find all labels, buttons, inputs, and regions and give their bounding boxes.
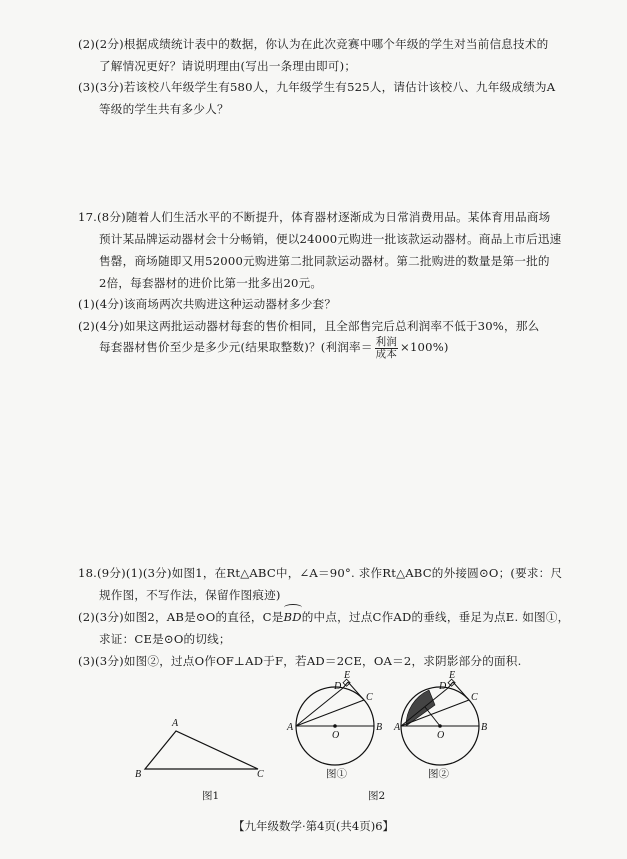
q17-line1: 17.(8分)随着人们生活水平的不断提升，体育器材逐渐成为日常消费用品。某体育用品商场 — [78, 210, 551, 224]
q16-part2-line1: (2)(2分)根据成绩统计表中的数据，你认为在此次竞赛中哪个年级的学生对当前信息技术的 — [78, 37, 549, 51]
fraction-denominator: 成本 — [375, 347, 398, 360]
center-dot-2 — [438, 724, 442, 728]
page-footer: 【九年级数学·第4页(共4页)6】 — [232, 819, 395, 833]
point-b-label: B — [135, 769, 142, 780]
fraction-numerator: 利润 — [375, 335, 398, 348]
q16-part3-line2: 等级的学生共有多少人？ — [99, 102, 229, 116]
center-dot — [333, 724, 337, 728]
sub1-point-o: O — [332, 730, 340, 741]
q17-line4: 2倍，每套器材的进价比第一批多出20元。 — [99, 276, 323, 290]
sub2-point-d: D — [439, 681, 447, 692]
q18-line2: 规作图，不写作法，保留作图痕迹) — [99, 588, 281, 602]
q16-part3-line1: (3)(3分)若该校八年级学生有580人，九年级学生有525人，请估计该校八、九年级成绩为A — [78, 80, 556, 94]
sub2-point-o: O — [437, 730, 445, 741]
q17-part2-tail: ×100%) — [400, 340, 449, 354]
arc-bd: BD — [284, 610, 302, 624]
figure-1-triangle — [120, 705, 280, 785]
q18-part2-post: 的中点，过点C作AD的垂线，垂足为点E. 如图①， — [301, 610, 570, 624]
q17-part2-line1: (2)(4分)如果这两批运动器材每套的售价相同，且全部售完后总利润率不低于30%，那么 — [78, 319, 540, 333]
figure-2-sub2-label: 图② — [428, 768, 449, 780]
chord-ad — [296, 688, 343, 726]
sub1-point-d: D — [334, 681, 342, 692]
figure-1-label: 图1 — [202, 790, 220, 802]
q18-part2-line1 — [78, 610, 569, 624]
line-of — [425, 707, 440, 726]
sub1-point-a: A — [287, 722, 294, 733]
line-ce — [348, 682, 364, 700]
sub2-point-e: E — [449, 670, 456, 681]
figure-2-sub2 — [395, 665, 495, 770]
shaded-region — [406, 690, 435, 726]
sub1-point-c: C — [366, 692, 373, 703]
profit-rate-fraction — [375, 337, 398, 360]
q16-part2-line2: 了解情况更好？请说明理由(写出一条理由即可)； — [99, 59, 357, 73]
figure-2-sub1-label: 图① — [326, 768, 347, 780]
q17-part2-line2 — [99, 335, 449, 360]
q18-part2-line2: 求证：CE是⊙O的切线； — [99, 632, 231, 646]
q17-line3: 售罄，商场随即又用52000元购进第二批同款运动器材。第二批购进的数量是第一批的 — [99, 254, 550, 268]
figure-2-sub1 — [285, 665, 385, 770]
q18-part2-pre: (2)(3分)如图2，AB是⊙O的直径，C是 — [78, 610, 284, 624]
q17-line2: 预计某品牌运动器材会十分畅销，便以24000元购进一批该款运动器材。商品上市后迅速 — [99, 232, 562, 246]
point-a-label: A — [172, 718, 179, 729]
triangle-abc — [145, 731, 258, 769]
sub2-point-a: A — [394, 722, 401, 733]
q17-part2-text: 每套器材售价至少是多少元(结果取整数)？(利润率＝ — [99, 340, 373, 354]
sub2-point-c: C — [471, 692, 478, 703]
q18-line1: 18.(9分)(1)(3分)如图1，在Rt△ABC中，∠A＝90°. 求作Rt△ABC的外接圆⊙O；(要求：尺 — [78, 566, 563, 580]
sub2-point-b: B — [481, 722, 488, 733]
line-ce-2 — [453, 682, 469, 700]
q17-part1: (1)(4分)该商场两次共购进这种运动器材多少套？ — [78, 297, 337, 311]
sub1-point-e: E — [344, 670, 351, 681]
q18-part3: (3)(3分)如图②，过点O作OF⊥AD于F，若AD＝2CE，OA＝2，求阴影部分的面积. — [78, 654, 522, 668]
chord-ac — [296, 700, 364, 726]
point-c-label: C — [257, 769, 264, 780]
sub1-point-b: B — [376, 722, 383, 733]
figure-2-label: 图2 — [368, 790, 386, 802]
